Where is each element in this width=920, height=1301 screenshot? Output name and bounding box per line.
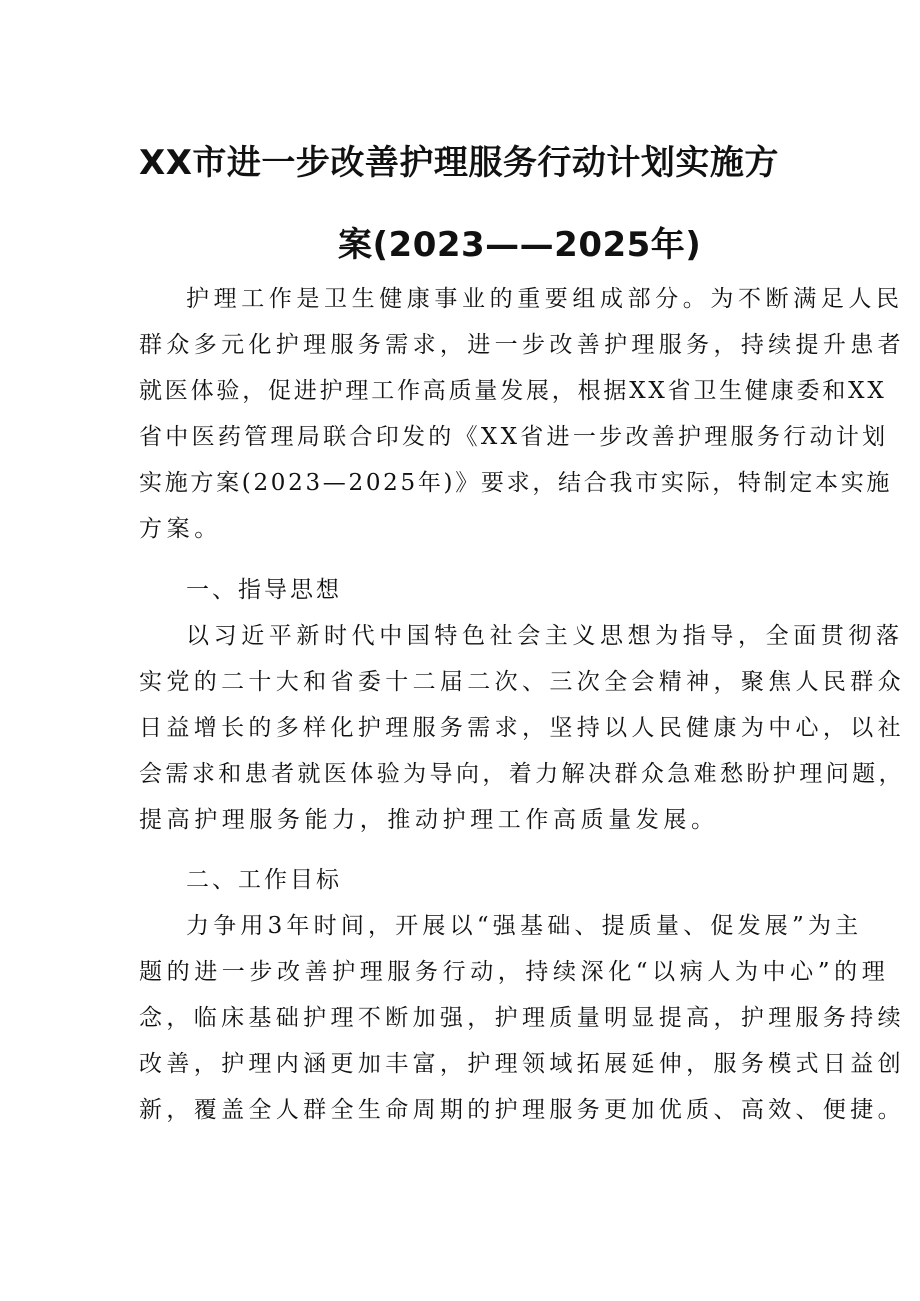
section-2-line-3: 念，临床基础护理不断加强，护理质量明显提高，护理服务持续 xyxy=(139,1005,905,1031)
intro-line-6: 方案。 xyxy=(139,516,222,542)
section-heading-guiding-ideology: 一、指导思想 xyxy=(186,577,342,603)
intro-line-3: 就医体验，促进护理工作高质量发展，根据XX省卫生健康委和XX xyxy=(139,378,887,404)
section-1-line-1: 以习近平新时代中国特色社会主义思想为指导，全面贯彻落 xyxy=(186,623,904,649)
document-title-line-2: 案(2023——2025年) xyxy=(338,225,702,265)
section-2-line-2: 题的进一步改善护理服务行动，持续深化“以病人为中心”的理 xyxy=(139,959,890,985)
document-title-line-1: XX市进一步改善护理服务行动计划实施方 xyxy=(139,143,779,183)
section-1-line-5: 提高护理服务能力，推动护理工作高质量发展。 xyxy=(139,807,719,833)
intro-line-2: 群众多元化护理服务需求，进一步改善护理服务，持续提升患者 xyxy=(139,332,905,358)
intro-line-1: 护理工作是卫生健康事业的重要组成部分。为不断满足人民 xyxy=(186,286,904,312)
intro-line-4: 省中医药管理局联合印发的《XX省进一步改善护理服务行动计划 xyxy=(139,424,889,450)
section-1-line-2: 实党的二十大和省委十二届二次、三次全会精神，聚焦人民群众 xyxy=(139,669,905,695)
section-1-line-4: 会需求和患者就医体验为导向，着力解决群众急难愁盼护理问题， xyxy=(139,761,905,787)
intro-line-5: 实施方案(2023—2025年)》要求，结合我市实际，特制定本实施 xyxy=(139,470,893,496)
section-1-line-3: 日益增长的多样化护理服务需求，坚持以人民健康为中心，以社 xyxy=(139,715,905,741)
section-heading-work-goals: 二、工作目标 xyxy=(186,867,342,893)
section-2-line-4: 改善，护理内涵更加丰富，护理领域拓展延伸，服务模式日益创 xyxy=(139,1051,905,1077)
section-2-line-1: 力争用3年时间，开展以“强基础、提质量、促发展”为主 xyxy=(186,913,863,939)
section-2-line-5: 新，覆盖全人群全生命周期的护理服务更加优质、高效、便捷。 xyxy=(139,1097,905,1123)
